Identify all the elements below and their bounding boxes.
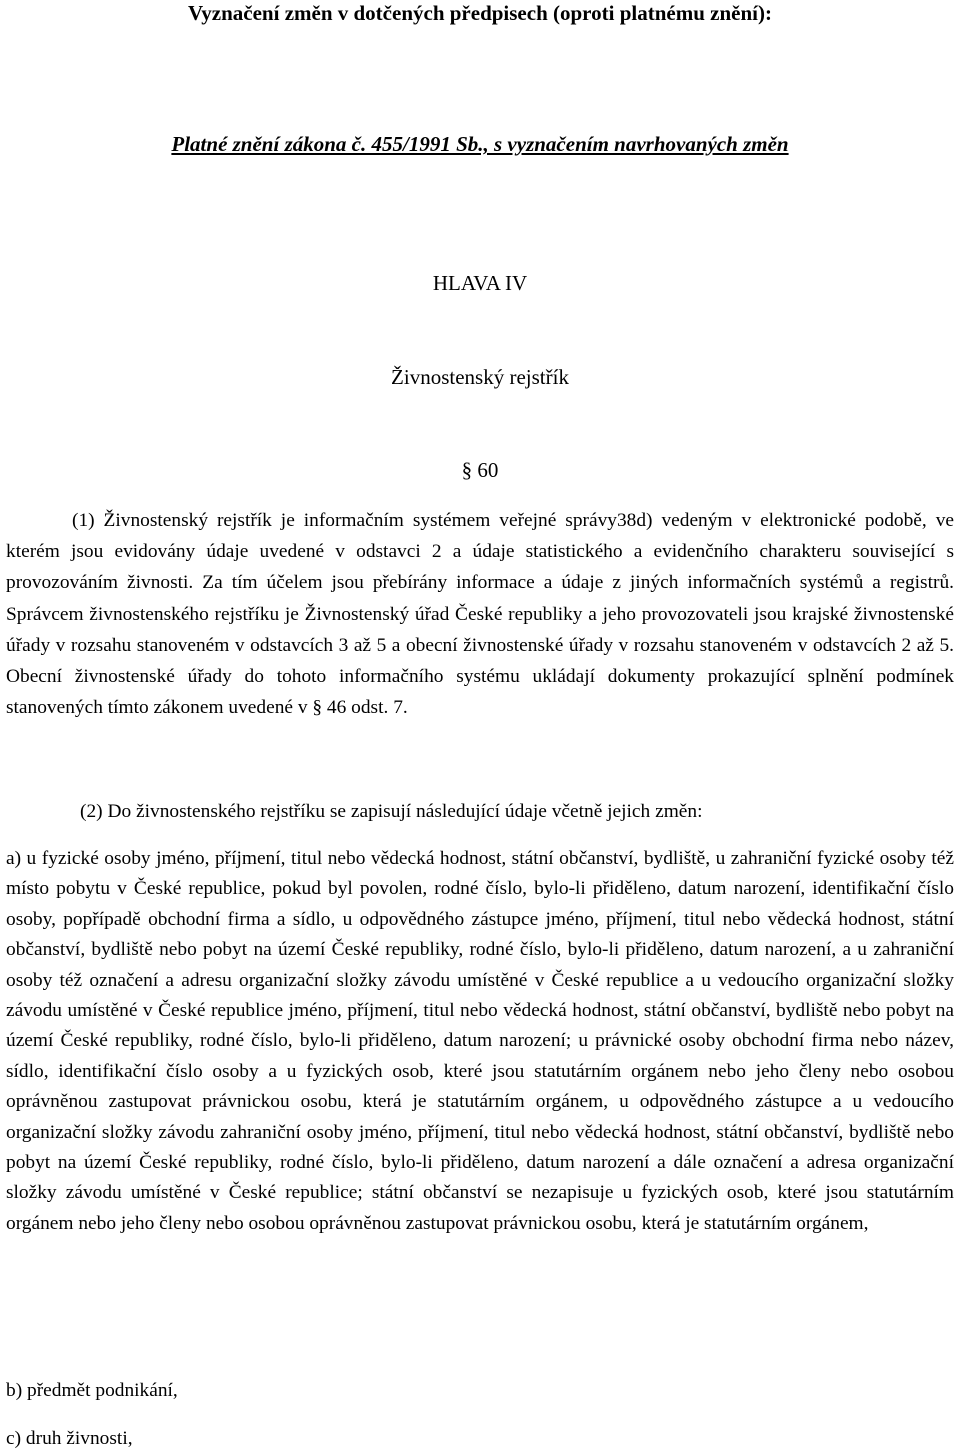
section-number: § 60	[461, 458, 499, 482]
chapter-heading: HLAVA IV	[432, 271, 528, 295]
document-title: Vyznačení změn v dotčených předpisech (oproti platnému znění):	[188, 1, 772, 25]
paragraph-2-intro: (2) Do živnostenského rejstříku se zapisují následující údaje včetně jejich změn:	[80, 801, 703, 822]
list-item-b: b) předmět podnikání,	[6, 1380, 178, 1401]
list-item-a: a) u fyzické osoby jméno, příjmení, titul nebo vědecká hodnost, státní občanství, bydliště, u zahraniční fyzické osoby též místo pobytu v České republice, pokud byl povolen, rodné číslo, bylo-li přiděleno, datum narození, identifikační číslo osoby, popřípadě obchodní firma a sídlo, u odpovědného zástupce jméno, příjmení, titul nebo vědecká hodnost, státní občanství, bydliště nebo pobyt na území České republiky, rodné číslo, bylo-li přiděleno, datum narození, a u zahraniční osoby též označení a adresu organizační složky závodu umístěné v České republice a u vedoucího organizační složky závodu umístěné v České republice jméno, příjmení, titul nebo vědecká hodnost, státní občanství, bydliště nebo pobyt na území České republiky, rodné číslo, bylo-li přiděleno, datum narození; u právnické osoby obchodní firma nebo název, sídlo, identifikační číslo osoby a u fyzických osob, které jsou statutárním orgánem nebo jeho členy nebo osobou oprávněnou zastupovat právnickou osobu, která je statutárním orgánem, u odpovědného zástupce a u vedoucího organizační složky závodu zahraniční osoby jméno, příjmení, titul nebo vědecká hodnost, státní občanství, bydliště nebo pobyt na území České republiky, rodné číslo, bylo-li přiděleno, datum narození a dále označení a adresa organizační složky závodu umístěné v České republice; státní občanství se nezapisuje u fyzických osob, které jsou statutárním orgánem nebo jeho členy nebo osobou oprávněnou zastupovat právnickou osobu, která je statutárním orgánem,	[6, 848, 954, 1234]
chapter-title: Živnostenský rejstřík	[391, 365, 569, 389]
document-subtitle: Platné znění zákona č. 455/1991 Sb., s vyznačením navrhovaných změn	[171, 132, 789, 156]
list-item-c: c) druh živnosti,	[6, 1428, 133, 1449]
paragraph-1: (1) Živnostenský rejstřík je informačním systémem veřejné správy38d) vedeným v elektronické podobě, ve kterém jsou evidovány údaje uvedené v odstavci 2 a údaje statistického a evidenčního charakteru související s provozováním živnosti. Za tím účelem jsou přebírány informace a údaje z jiných informačních systémů a registrů. Správcem živnostenského rejstříku je Živnostenský úřad České republiky a jeho provozovateli jsou krajské živnostenské úřady v rozsahu stanoveném v odstavcích 3 až 5 a obecní živnostenské úřady v rozsahu stanoveném v odstavcích 2 až 5. Obecní živnostenské úřady do tohoto informačního systému ukládají dokumenty prokazující splnění podmínek stanovených tímto zákonem uvedené v § 46 odst. 7.	[6, 510, 954, 719]
